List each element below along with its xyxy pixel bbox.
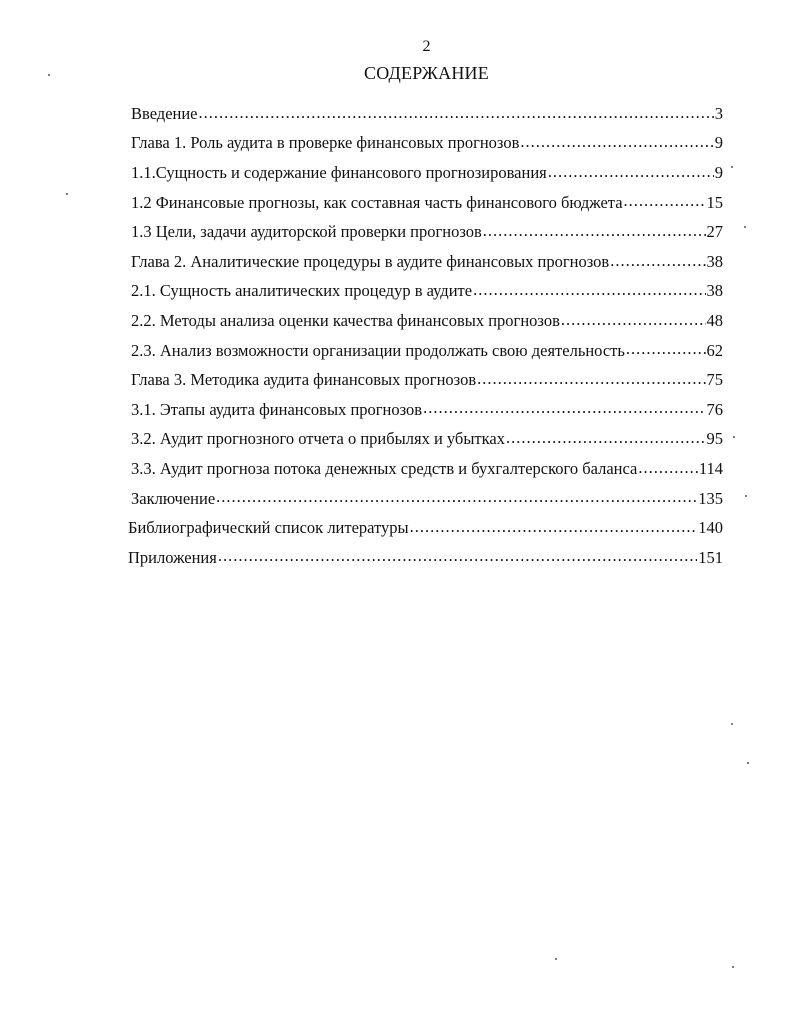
- toc-entry-section-3-3: [131, 454, 723, 484]
- toc-entry-appendices: [128, 543, 723, 573]
- toc-entry-chapter-2: [131, 247, 723, 277]
- toc-leader-dots: [561, 312, 706, 329]
- toc-entry-section-1-2: [131, 188, 723, 218]
- toc-leader-dots: [626, 341, 706, 358]
- scan-speck: [66, 193, 68, 195]
- toc-entry-text: Заключение: [131, 488, 216, 508]
- toc-entry-page: 38: [706, 251, 723, 271]
- toc-entry-text: 2.3. Анализ возможности организации продолжать свою деятельность: [131, 340, 625, 360]
- toc-entry-text: Глава 2. Аналитические процедуры в аудите финансовых прогнозов: [131, 251, 610, 271]
- toc-entry-text: 1.3 Цели, задачи аудиторской проверки прогнозов: [131, 222, 482, 242]
- toc-leader-dots: [423, 400, 705, 417]
- toc-entry-text: Библиографический список литературы: [128, 518, 409, 538]
- scan-speck: [731, 723, 733, 725]
- toc-entry-page: 9: [714, 133, 723, 153]
- toc-leader-dots: [624, 193, 706, 210]
- toc-entry-text: Введение: [131, 103, 198, 123]
- toc-entry-page: 140: [698, 518, 723, 538]
- toc-entry-page: 3: [714, 103, 723, 123]
- toc-entry-text: Приложения: [128, 547, 217, 567]
- toc-entry-page: 75: [706, 370, 723, 390]
- toc-entry-text: 2.2. Методы анализа оценки качества финансовых прогнозов: [131, 310, 560, 330]
- toc-leader-dots: [477, 371, 705, 388]
- toc-leader-dots: [199, 105, 714, 122]
- toc-entry-section-1-3: [131, 217, 723, 247]
- toc-entry-text: Глава 1. Роль аудита в проверке финансовых прогнозов: [131, 133, 520, 153]
- toc-entry-page: 114: [698, 458, 723, 478]
- toc-entry-text: 3.3. Аудит прогноза потока денежных средств и бухгалтерского баланса: [131, 458, 638, 478]
- toc-leader-dots: [216, 489, 697, 506]
- scan-speck: [731, 166, 733, 168]
- toc-entry-section-2-1: [131, 277, 723, 307]
- toc-entry-introduction: [131, 99, 723, 129]
- toc-leader-dots: [506, 430, 706, 447]
- scan-speck: [744, 226, 746, 228]
- toc-entry-text: 3.1. Этапы аудита финансовых прогнозов: [131, 399, 423, 419]
- toc-entry-conclusion: [131, 484, 723, 514]
- toc-entry-page: 135: [698, 488, 723, 508]
- toc-entry-page: 15: [706, 192, 723, 212]
- toc-entry-section-2-2: [131, 306, 723, 336]
- toc-entry-chapter-3: [131, 365, 723, 395]
- toc-entry-bibliography: [128, 513, 723, 543]
- toc-leader-dots: [520, 134, 713, 151]
- scan-speck: [48, 74, 50, 76]
- toc-leader-dots: [473, 282, 705, 299]
- page-number: 2: [422, 38, 431, 55]
- toc-leader-dots: [638, 460, 698, 477]
- toc-entry-page: 76: [706, 399, 723, 419]
- toc-entry-text: 3.2. Аудит прогнозного отчета о прибылях и убытках: [131, 429, 505, 449]
- toc-entry-text: 2.1. Сущность аналитических процедур в аудите: [131, 281, 473, 301]
- toc-leader-dots: [483, 223, 706, 240]
- toc-entry-chapter-1: [131, 129, 723, 159]
- toc-entry-page: 151: [698, 547, 723, 567]
- toc-entry-section-3-1: [131, 395, 723, 425]
- toc-entry-section-2-3: [131, 336, 723, 366]
- toc-entry-section-1-1: [131, 158, 723, 188]
- page-title: СОДЕРЖАНИЕ: [364, 63, 489, 83]
- toc-entry-page: 27: [706, 222, 723, 242]
- toc-leader-dots: [548, 164, 714, 181]
- scan-speck: [745, 495, 747, 497]
- toc-leader-dots: [610, 253, 705, 270]
- toc-entry-text: 1.1.Сущность и содержание финансового прогнозирования: [131, 162, 547, 182]
- toc-entry-page: 48: [706, 310, 723, 330]
- toc-entry-page: 38: [706, 281, 723, 301]
- toc-entry-page: 62: [706, 340, 723, 360]
- toc-leader-dots: [218, 548, 697, 565]
- scan-speck: [732, 966, 734, 968]
- toc-entry-text: Глава 3. Методика аудита финансовых прогнозов: [131, 370, 477, 390]
- scan-speck: [733, 436, 735, 438]
- toc-leader-dots: [410, 519, 698, 536]
- toc-entry-page: 95: [706, 429, 723, 449]
- scan-speck: [555, 958, 557, 960]
- table-of-contents: [128, 99, 723, 573]
- toc-entry-section-3-2: [131, 425, 723, 455]
- scan-speck: [747, 762, 749, 764]
- toc-entry-page: 9: [714, 162, 723, 182]
- toc-entry-text: 1.2 Финансовые прогнозы, как составная часть финансового бюджета: [131, 192, 623, 212]
